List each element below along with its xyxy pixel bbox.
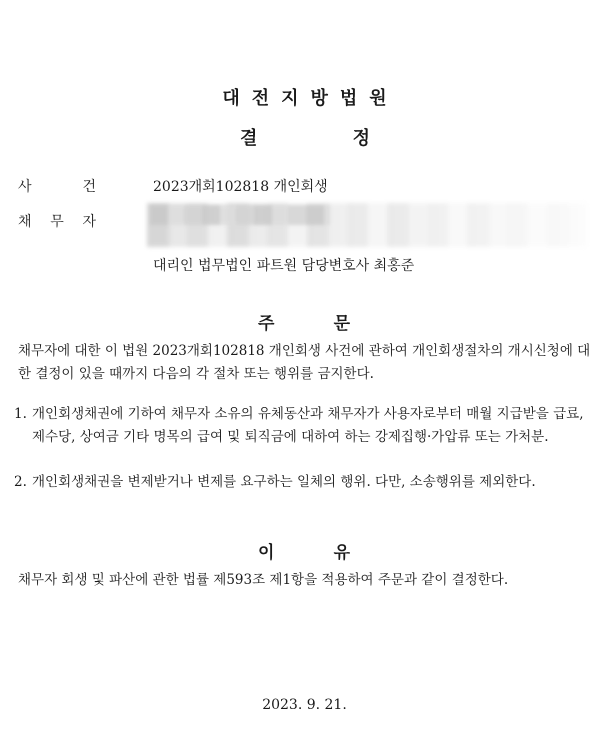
reason-heading: 이 유 <box>258 543 350 563</box>
order-heading: 주 문 <box>258 314 350 334</box>
order-intro: 채무자에 대한 이 법원 2023개회102818 개인회생 사건에 관하여 개인회생절차의 개시신청에 대한 결정이 있을 때까지 다음의 각 절차 또는 행위를 금지한다. <box>18 343 591 382</box>
reason-text: 채무자 회생 및 파산에 관한 법률 제593조 제1항을 적용하여 주문과 같이 결정한다. <box>18 572 509 588</box>
document-type-char: 정 <box>352 128 370 149</box>
order-item-number: 2. <box>14 474 27 490</box>
document-type <box>240 124 370 150</box>
order-item <box>14 471 592 494</box>
debtor-label: 채 무 자 <box>18 214 96 230</box>
case-number: 2023개회102818 개인회생 <box>153 179 328 195</box>
order-item <box>14 403 592 449</box>
representative: 대리인 법무법인 파트원 담당변호사 최홍준 <box>153 258 415 274</box>
decision-date: 2023. 9. 21. <box>262 697 347 713</box>
redacted-debtor-name <box>150 205 330 225</box>
order-item-text: 개인회생채권을 변제받거나 변제를 요구하는 일체의 행위. 다만, 소송행위를 제외한다. <box>32 474 536 490</box>
court-name: 대전지방법원 <box>222 88 399 109</box>
case-label: 사 건 <box>18 179 96 195</box>
document-type-char: 결 <box>240 128 258 149</box>
order-item-number: 1. <box>14 406 27 422</box>
order-item-text: 개인회생채권에 기하여 채무자 소유의 유체동산과 채무자가 사용자로부터 매월 지급받을 급료, 제수당, 상여금 기타 명목의 급여 및 퇴직금에 대하여 하는 강제집행·가압류 또는 가처분. <box>32 406 584 445</box>
